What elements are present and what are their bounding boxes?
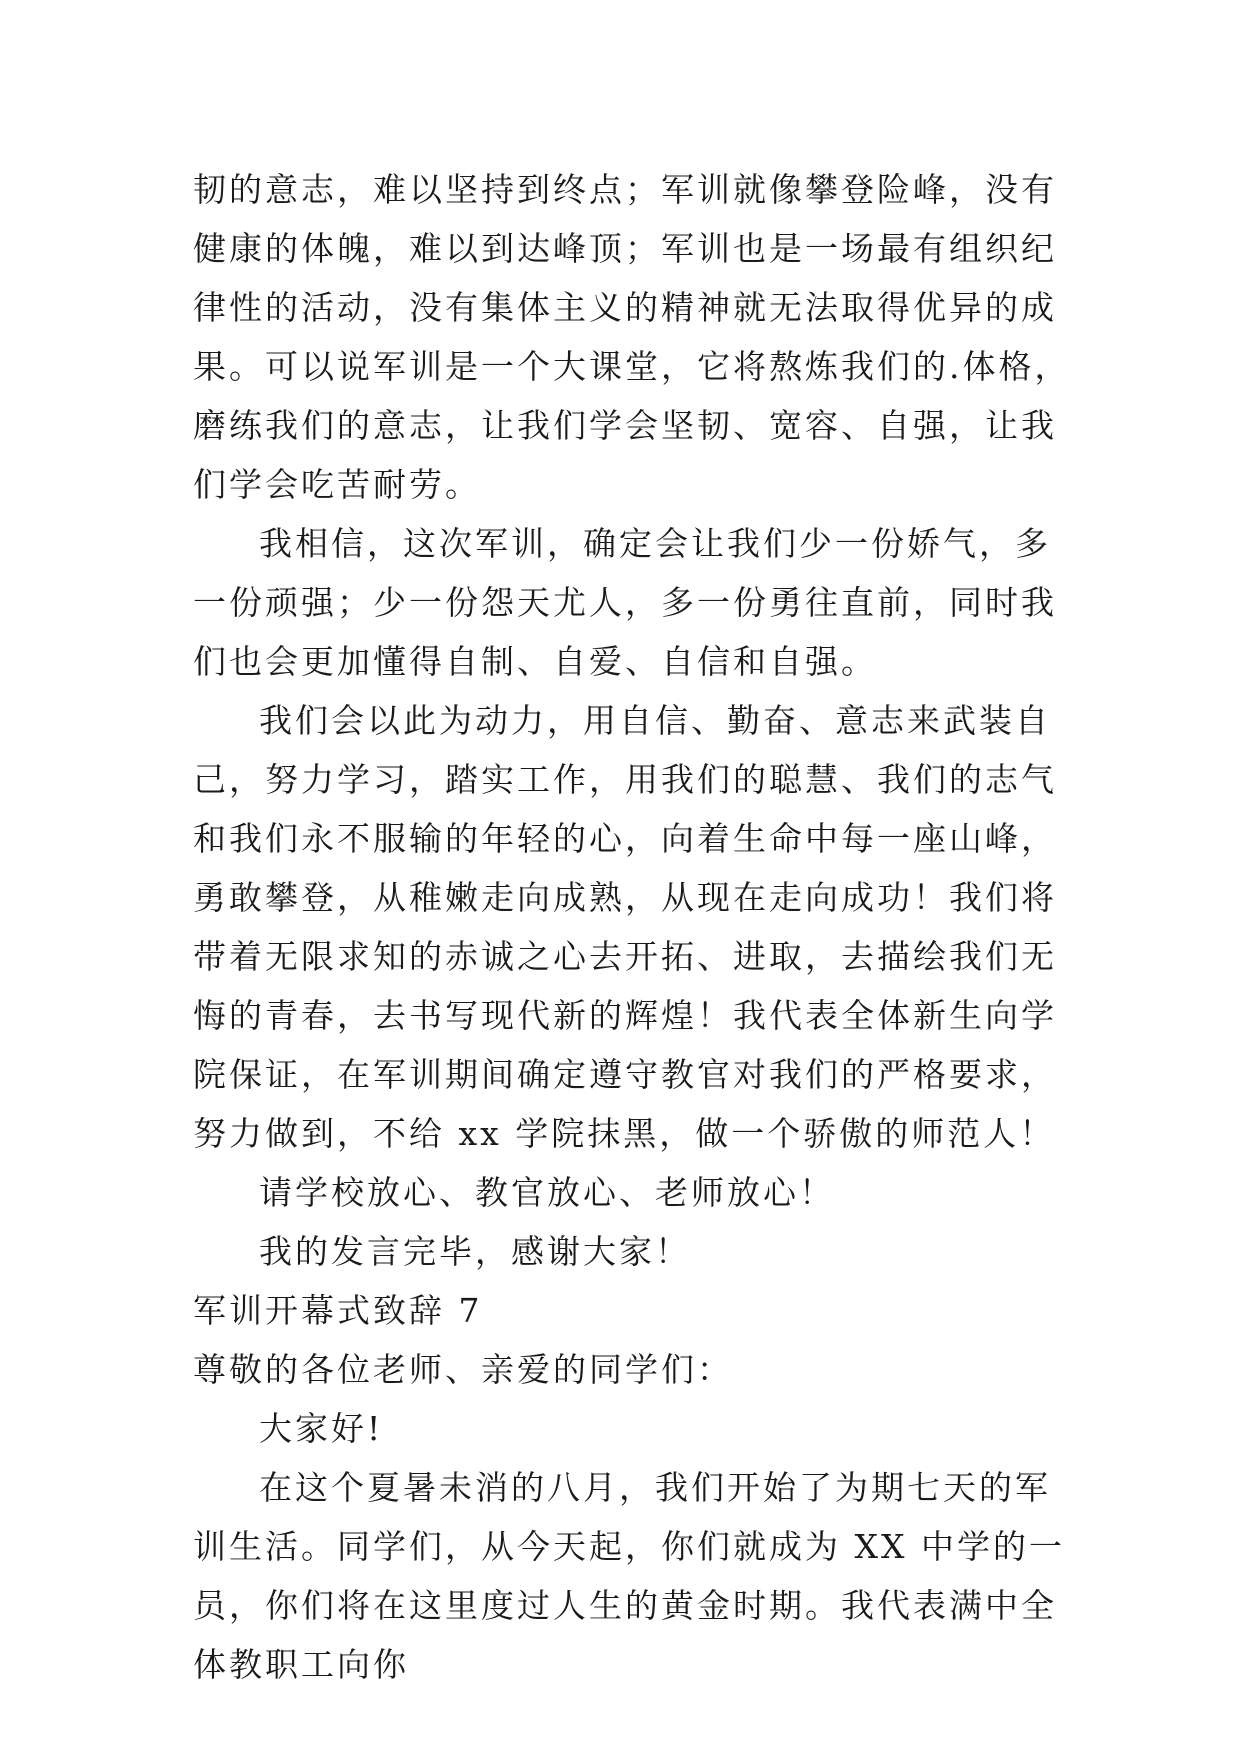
paragraph-thanks: 我的发言完毕，感谢大家！ [259,1232,691,1271]
paragraph-belief: 我相信，这次军训，确定会让我们少一份娇气，多一份顽强；少一份怨天尤人，多一份勇往直前，同时我们也会更加懂得自制、自爱、自信和自强。 [193,524,1057,681]
paragraph-opening: 在这个夏暑未消的八月，我们开始了为期七天的军训生活。同学们，从今天起，你们就成为 XX 中学的一员，你们将在这里度过人生的黄金时期。我代表满中全体教职工向你 [193,1468,1065,1684]
paragraph-continuation: 韧的意志，难以坚持到终点；军训就像攀登险峰，没有健康的体魄，难以到达峰顶；军训也是一场最有组织纪律性的活动，没有集体主义的精神就无法取得优异的成果。可以说军训是一个大课堂，它将熬炼我们的.体格，磨练我们的意志，让我们学会坚韧、宽容、自强，让我们学会吃苦耐劳。 [193,170,1071,504]
salutation: 尊敬的各位老师、亲爱的同学们： [193,1350,733,1389]
section-title: 军训开幕式致辞 7 [193,1291,483,1330]
paragraph-motivation: 我们会以此为动力，用自信、勤奋、意志来武装自己，努力学习，踏实工作，用我们的聪慧、我们的志气和我们永不服输的年轻的心，向着生命中每一座山峰，勇敢攀登，从稚嫩走向成熟，从现在走向成功！我们将带着无限求知的赤诚之心去开拓、进取，去描绘我们无悔的青春，去书写现代新的辉煌！我代表全体新生向学院保证，在军训期间确定遵守教官对我们的严格要求，努力做到，不给 xx 学院抹黑，做一个骄傲的师范人！ [193,701,1057,1153]
document-body [193,160,1073,1694]
greeting: 大家好! [259,1409,384,1448]
paragraph-reassurance: 请学校放心、教官放心、老师放心！ [259,1173,835,1212]
